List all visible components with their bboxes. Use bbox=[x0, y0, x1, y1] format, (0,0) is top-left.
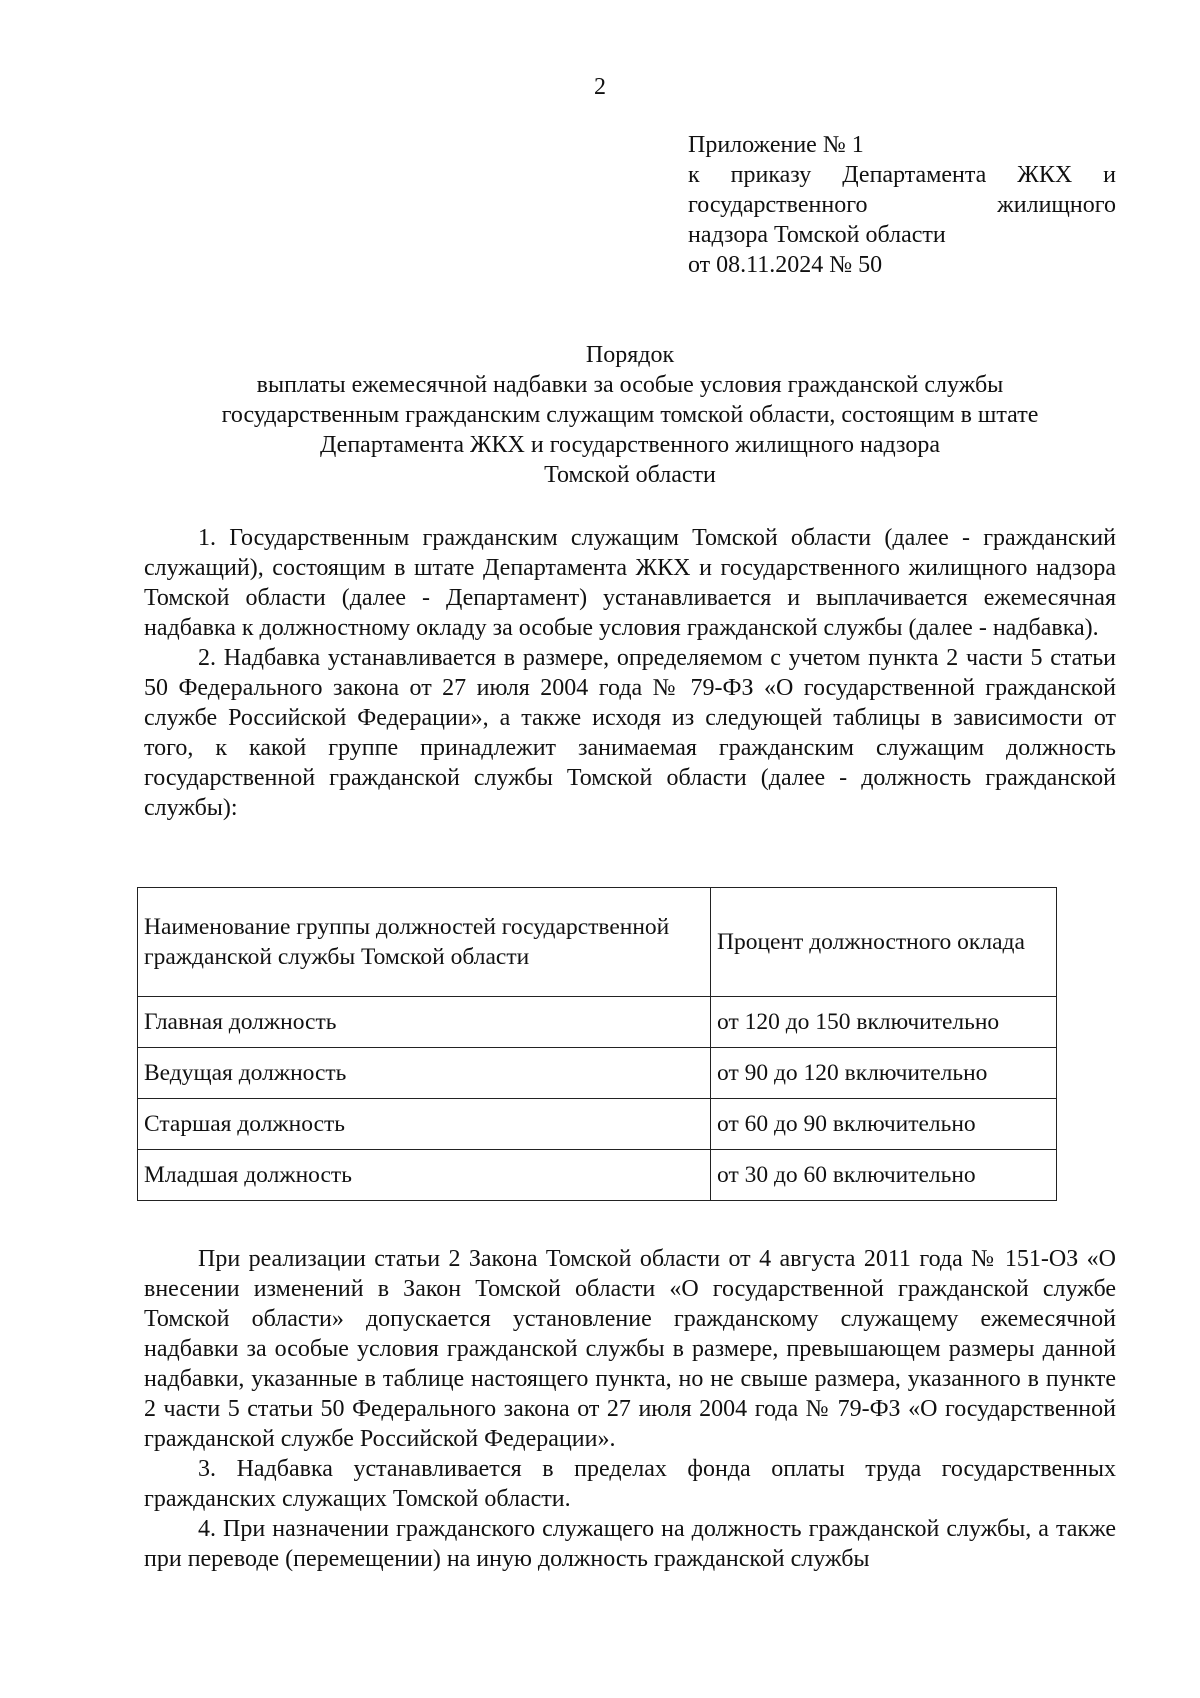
document-title bbox=[140, 340, 1120, 490]
paragraph-1: 1. Государственным гражданским служащим Томской области (далее - гражданский служащий), состоящим в штате Департамента ЖКХ и государственного жилищного надзора Томской области (далее - Департамент) устанавливается и выплачивается ежемесячная надбавка к должностному окладу за особые условия гражданской службы (далее - надбавка). bbox=[144, 525, 1116, 641]
title-line-1: Порядок bbox=[585, 342, 675, 368]
title-line-3: государственным гражданским служащим томской области, состоящим в штате bbox=[221, 402, 1039, 428]
appendix-line-5: от 08.11.2024 № 50 bbox=[688, 252, 883, 278]
appendix-line-4: надзора Томской области bbox=[688, 222, 946, 248]
table-row bbox=[138, 1150, 1057, 1201]
title-line-4: Департамента ЖКХ и государственного жилищного надзора bbox=[320, 432, 940, 458]
appendix-line-3: государственного жилищного bbox=[688, 192, 1116, 218]
table-cell-percent: от 120 до 150 включительно bbox=[711, 997, 1057, 1048]
paragraph-5: 4. При назначении гражданского служащего на должность гражданской службы, а также при переводе (перемещении) на иную должность гражданской службы bbox=[144, 1516, 1116, 1572]
table-cell-percent: от 90 до 120 включительно bbox=[711, 1048, 1057, 1099]
paragraph-3: При реализации статьи 2 Закона Томской области от 4 августа 2011 года № 151-ОЗ «О внесении изменений в Закон Томской области «О государственной гражданской службе Томской области» допускается установление гражданскому служащему ежемесячной надбавки за особые условия гражданской службы в размере, превышающем размеры данной надбавки, указанные в таблице настоящего пункта, но не свыше размера, указанного в пункте 2 части 5 статьи 50 Федерального закона от 27 июля 2004 года № 79-ФЗ «О государственной гражданской службе Российской Федерации». bbox=[144, 1246, 1116, 1452]
table-row bbox=[138, 997, 1057, 1048]
appendix-line-2: к приказу Департамента ЖКХ и bbox=[688, 162, 1116, 188]
table-row bbox=[138, 1099, 1057, 1150]
appendix-line-1: Приложение № 1 bbox=[688, 132, 864, 158]
body-section-1 bbox=[144, 523, 1116, 823]
title-line-5: Томской области bbox=[544, 462, 716, 488]
table-header-percent: Процент должностного оклада bbox=[711, 888, 1057, 997]
paragraph-2: 2. Надбавка устанавливается в размере, определяемом с учетом пункта 2 части 5 статьи 50 Федерального закона от 27 июля 2004 года № 79-ФЗ «О государственной гражданской службе Российской Федерации», а также исходя из следующей таблицы в зависимости от того, к какой группе принадлежит занимаемая гражданским служащим должность государственной гражданской службы Томской области (далее - должность гражданской службы): bbox=[144, 645, 1116, 821]
table-header-group: Наименование группы должностей государственной гражданской службы Томской области bbox=[138, 888, 711, 997]
table-cell-group: Главная должность bbox=[138, 997, 711, 1048]
table-cell-group: Ведущая должность bbox=[138, 1048, 711, 1099]
table-header-row bbox=[138, 888, 1057, 997]
table-cell-group: Младшая должность bbox=[138, 1150, 711, 1201]
table-cell-group: Старшая должность bbox=[138, 1099, 711, 1150]
page-number: 2 bbox=[594, 74, 606, 100]
table-cell-percent: от 60 до 90 включительно bbox=[711, 1099, 1057, 1150]
table-row bbox=[138, 1048, 1057, 1099]
table-cell-percent: от 30 до 60 включительно bbox=[711, 1150, 1057, 1201]
appendix-header bbox=[688, 130, 1116, 280]
body-section-2 bbox=[144, 1244, 1116, 1574]
salary-percent-table bbox=[137, 887, 1057, 1201]
paragraph-4: 3. Надбавка устанавливается в пределах фонда оплаты труда государственных гражданских служащих Томской области. bbox=[144, 1456, 1116, 1512]
title-line-2: выплаты ежемесячной надбавки за особые условия гражданской службы bbox=[256, 372, 1004, 398]
